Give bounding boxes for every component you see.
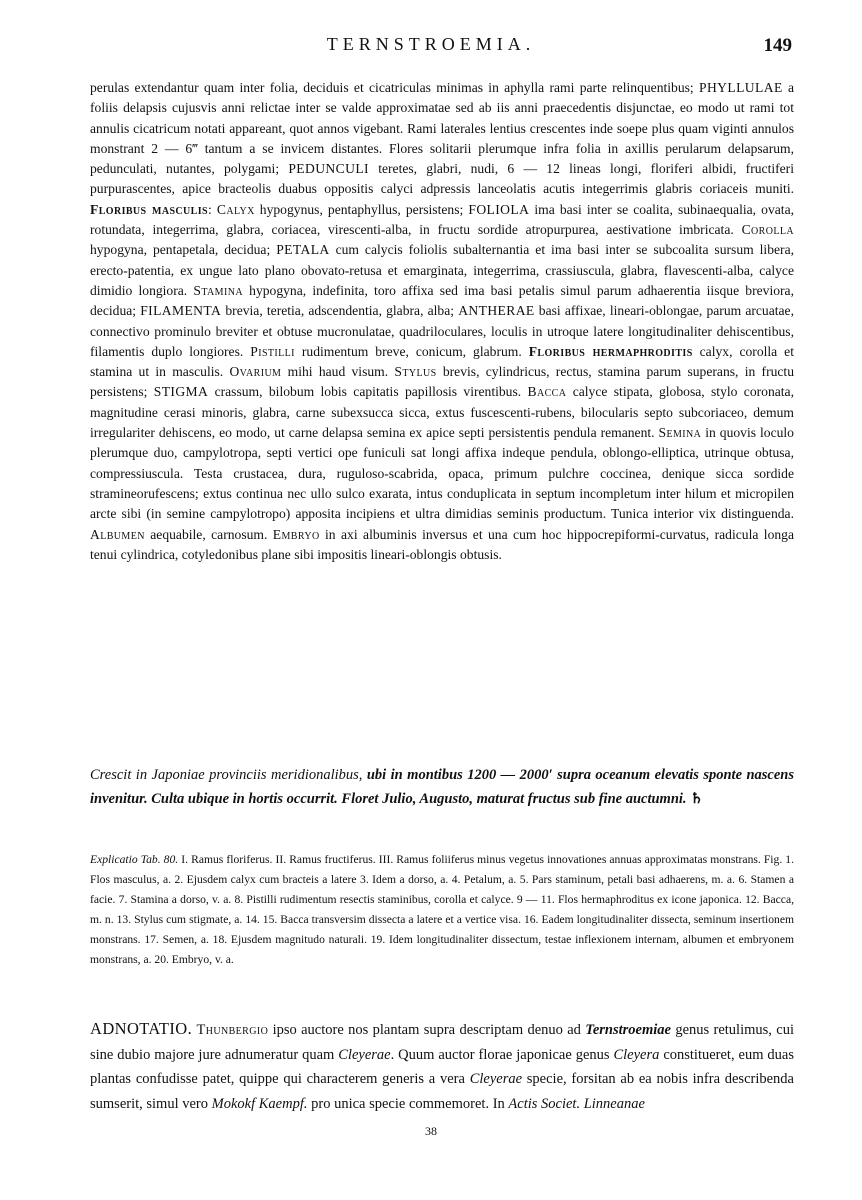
- habitat-text: Crescit in Japoniae provinciis meridionalibus,: [90, 767, 367, 783]
- text-run: . Quum auctor florae japonicae genus: [390, 1046, 614, 1063]
- term-bacca: Bacca: [527, 384, 567, 400]
- term-stamina: Stamina: [193, 282, 243, 298]
- text-run: in axi albuminis inversus et una cum hoc hippocrepiformi-curvatus, radicula longa tenui cylindrica, cotyledonibus plane sibi impositis lineari-oblongis obtusis.: [90, 526, 794, 562]
- term-foliola: FOLIOLA: [468, 201, 530, 217]
- term-calyx: Calyx: [216, 201, 255, 217]
- text-run: mihi haud visum.: [281, 364, 395, 380]
- term-floribus-hermaphroditis: Floribus hermaphroditis: [528, 343, 693, 359]
- page-number: 149: [763, 35, 792, 56]
- text-run: specie, forsitan ab ea nobis infra describenda sumserit, simul vero: [90, 1071, 794, 1112]
- text-run: hypogynus, pentaphyllus, persistens;: [254, 201, 469, 217]
- text-run: ima basi inter se coalita, subinaequalia, ovata, rotundata, integerrima, glabra, coriacea, virescenti-alba, in fructu sordide atropurpurea, aestivatione imbricata.: [90, 201, 794, 238]
- explicatio-text: I. Ramus floriferus. II. Ramus fructiferus. III. Ramus foliiferus minus vegetus innovationes annuas approximatas monstrans. Fig. 1. Flos masculus, a. 2. Ejusdem calyx cum bracteis a latere 3. Idem a dorso, a. 4. Petalum, a. 5. Pars staminum, petali basi adhaerens, m. a. 6. Stamen a facie. 7. Stamina a dorso, v. a. 8. Pistilli rudimentum resectis staminibus, corolla et calyce. 9 — 11. Flos hermaphroditus ex icone japonica. 12. Bacca, m. n. 13. Stylus cum stigmate, a. 14. 15. Bacca transversim dissecta a latere et a vertice visa. 16. Eadem longitudinaliter dissecta, seminum insertionem monstrans. 17. Semen, a. 18. Ejusdem magnitudo naturali. 19. Idem longitudinaliter dissectum, testae inflexionem internam, albumen et embryonem monstrans, a. 20. Embryo, v. a.: [90, 853, 794, 966]
- text-run: rudimentum breve, conicum, glabrum.: [294, 343, 529, 359]
- page-header: [0, 34, 862, 58]
- running-title: TERNSTROEMIA.: [326, 34, 536, 54]
- description-text: [90, 78, 794, 565]
- text-run: calyce stipata, globosa, stylo coronata, magnitudine cerasi minoris, glabra, carne subexsucca sicca, extus fuscescenti-rubens, bilocularis septo subcoriaceo, demum irregulariter dehiscens, eo modo, ut carne delapsa semina ex apice septi persistentis pendula remanent.: [90, 384, 794, 441]
- adnotatio-paragraph: [90, 1017, 794, 1116]
- genus-ternstroemiae: Ternstroemiae: [585, 1022, 671, 1038]
- text-run: in quovis loculo plerumque duo, campylotropa, septi vertici ope funiculi sat longi affixa indeque pendula, oblongo-elliptica, utrinque obtusa, compressiuscula. Testa crustacea, dura, ruguloso-scabrida, opaca, primum pulchre coccinea, denique sicca sordide stramineorufescens; extus continua nec ullo sulco exarata, intus conduplicata in septum incompletum inter hilum et micropilen arcte sibi (in semine campylotropo) apposita incipiens et ultra dimidias seminis productum. Tunica interior vix distinguenda.: [90, 425, 794, 522]
- term-antherae: ANTHERAE: [458, 303, 535, 319]
- text-run: hypogyna, indefinita, toro affixa sed ima basi petalis simul parum adhaerentia iisque breviora, decidua;: [90, 282, 794, 319]
- explicatio-heading: Explicatio Tab. 80.: [90, 853, 179, 866]
- term-stylus: Stylus: [394, 364, 437, 380]
- author-thunbergio: Thunbergio: [196, 1022, 269, 1038]
- text-run: brevia, teretia, adscendentia, glabra, alba;: [221, 303, 459, 319]
- genus-cleyera: Cleyera: [613, 1046, 660, 1063]
- mokokf-kaempf: Mokokf Kaempf.: [211, 1095, 308, 1112]
- text-run: :: [208, 201, 217, 217]
- term-semina: Semina: [658, 425, 702, 441]
- term-stigma: STIGMA: [153, 384, 209, 400]
- text-run: genus retulimus, cui sine dubio majore jure adnumeratur quam: [90, 1022, 794, 1063]
- text-run: basi affixae, lineari-oblongae, parum arcuatae, connectivo prominulo breviter et obtuse mucronulatae, quadriloculares, loculis in utroque latere longitudinaliter dehiscentibus, filamentis duplo longiores.: [90, 303, 794, 359]
- shrub-symbol-icon: ♄: [686, 791, 704, 807]
- term-filamenta: FILAMENTA: [140, 303, 222, 319]
- description-paragraph: [90, 78, 794, 565]
- term-phyllulae: PHYLLULAE: [699, 80, 783, 95]
- genus-cleyerae-2: Cleyerae: [469, 1071, 523, 1087]
- actis-societ-linneanae: Actis Societ. Linneanae: [508, 1095, 645, 1112]
- term-ovarium: Ovarium: [229, 364, 282, 380]
- text-run: cum calycis foliolis subalternantia et ima basi inter se subcoalita sursum libera, erecto-patentia, ex ungue lato plano obovato-retusa et emarginata, integerrima, crassiuscula, glabra, flavescenti-alba, calyce dimidio longiora.: [90, 242, 794, 298]
- term-pistilli: Pistilli: [250, 343, 295, 359]
- text-run: perulas extendantur quam inter folia, deciduis et cicatriculas minimas in aphylla rami parte relinquentibus;: [90, 80, 699, 95]
- adnotatio-heading: ADNOTATIO.: [90, 1019, 193, 1038]
- text-run: crassum, bilobum lobis capitatis papillosis virentibus.: [208, 384, 528, 400]
- text-run: a foliis delapsis cujusvis anni relictae inter se valde approximatae sed ab iis anni praecedentis disjunctae, eo modo ut rami tot annulis cicatricum notati appareant, quot annos vigebant. Rami laterales lentius crescentes inde soepe plus quam viginti annulos monstrant 2 — 6‴ tantum a se invicem distantes. Flores solitarii plerumque infra folia in axillis perularum delapsarum, pedunculati, nutantes, polygami;: [90, 80, 794, 177]
- term-albumen: Albumen: [90, 526, 145, 542]
- habitat-text-bold: ubi in montibus 1200 — 2000′ supra oceanum elevatis sponte nascens invenitur. Culta ubique in hortis occurrit. Floret Julio, Augusto, maturat fructus sub fine auctumni.: [90, 767, 794, 807]
- term-floribus-masculis: Floribus masculis: [90, 201, 208, 217]
- text-run: pro unica specie commemoret. In: [307, 1095, 509, 1112]
- term-corolla: Corolla: [741, 222, 794, 238]
- text-run: teretes, glabri, nudi, 6 — 12 lineas longi, floriferi albidi, fructiferi purpurascentes, apice bracteolis duabus oppositis calyci adpressis lanceolatis acutis integerrimis glabris coriaceis muniti.: [90, 161, 794, 197]
- plate-explanation: [90, 850, 794, 970]
- text-run: hypogyna, pentapetala, decidua;: [90, 242, 277, 258]
- text-run: calyx, corolla et stamina ut in masculis.: [90, 343, 794, 380]
- habitat-paragraph: [90, 763, 794, 811]
- term-pedunculi: PEDUNCULI: [288, 161, 369, 177]
- signature-mark: 38: [425, 1124, 437, 1138]
- term-petala: PETALA: [276, 242, 330, 258]
- genus-cleyerae: Cleyerae: [338, 1046, 391, 1063]
- text-run: ipso auctore nos plantam supra descriptam denuo ad: [268, 1022, 586, 1038]
- term-embryo: Embryo: [272, 526, 320, 542]
- text-run: aequabile, carnosum.: [144, 526, 273, 542]
- text-run: brevis, cylindricus, rectus, stamina parum superans, in fructu persistens;: [90, 364, 794, 400]
- text-run: constitueret, eum duas plantas confudisse patet, quippe qui characterem generis a vera: [90, 1046, 794, 1087]
